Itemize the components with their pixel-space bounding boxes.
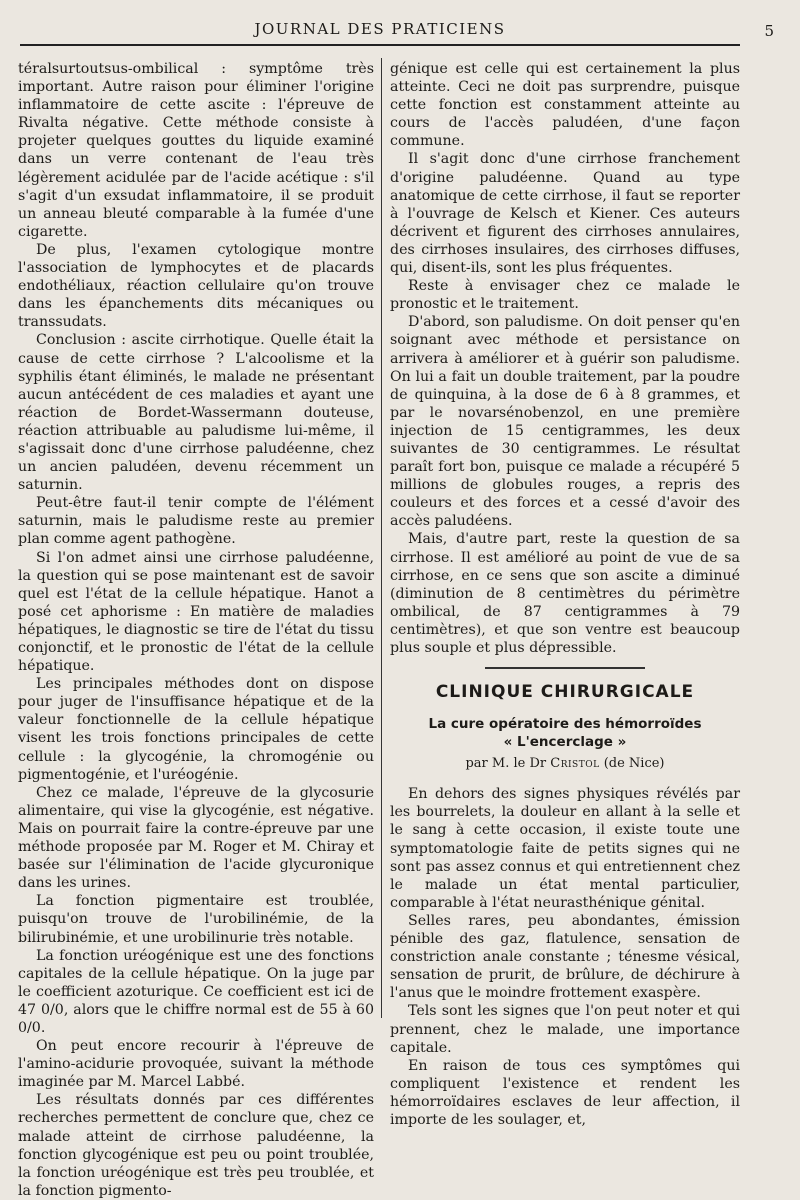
author-name: Cristol — [550, 756, 600, 772]
byline-suffix: (de Nice) — [603, 756, 665, 772]
page-header — [20, 20, 774, 42]
journal-title: JOURNAL DES PRATICIENS — [254, 20, 506, 38]
byline-prefix: par M. le Dr — [465, 756, 547, 772]
paragraph: Les principales méthodes dont on dispose pour juger de l'insuffisance hépatique et de la valeur fonctionnelle de la cellule hépatique visent les trois fonctions principales de cette cellule : la glycogénie, la chromogénie ou pigmentogénie, et l'uréogénie. — [18, 676, 374, 783]
paragraph: Peut-être faut-il tenir compte de l'élément saturnin, mais le paludisme reste au premier plan comme agent pathogène. — [18, 495, 374, 548]
section-separator — [485, 667, 645, 669]
paragraph: Tels sont les signes que l'on peut noter et qui prennent, chez le malade, une importance capitale. — [390, 1003, 740, 1056]
paragraph: En raison de tous ces symptômes qui compliquent l'existence et rendent les hémorroïdaires esclaves de leur affection, il importe de les soulager, et, — [390, 1057, 740, 1128]
paragraph: La fonction pigmentaire est troublée, puisqu'on trouve de l'urobilinémie, de la bilirubinémie, et une urobilinurie très notable. — [18, 893, 374, 946]
paragraph: génique est celle qui est certainement la plus atteinte. Ceci ne doit pas surprendre, puisque cette fonction est constamment atteinte au cours de l'accès paludéen, d'une façon commune. — [390, 61, 740, 150]
paragraph: En dehors des signes physiques révélés par les bourrelets, la douleur en allant à la selle et le sang à cette occasion, il existe toute une symptomatologie faite de petits signes qui ne sont pas assez connus et qui entretiennent chez le malade un état mental particulier, comparable à l'état neurasthénique génital. — [390, 786, 740, 911]
paragraph: Les résultats donnés par ces différentes recherches permettent de conclure que, chez ce malade atteint de cirrhose paludéenne, la fonction glycogénique est peu ou point troublée, la fonction uréogénique est très peu troublée, et la fonction pigmento- — [18, 1092, 374, 1199]
paragraph: De plus, l'examen cytologique montre l'association de lymphocytes et de placards endothéliaux, réaction cellulaire qu'on trouve dans les épanchements dits mécaniques ou transsudats. — [18, 241, 374, 331]
column-divider — [381, 58, 382, 1018]
paragraph: La fonction uréogénique est une des fonctions capitales de la cellule hépatique. On la juge par le coefficient azoturique. Ce coefficient est ici de 47 0/0, alors que le chiffre normal est de 55 à 60 0/0. — [18, 947, 374, 1036]
paragraph: D'abord, son paludisme. On doit penser qu'en soignant avec méthode et persistance on arrivera à améliorer et à guérir son paludisme. On lui a fait un double traitement, par la poudre de quinquina, à la dose de 6 à 8 grammes, et par le novarsénobenzol, en une première injection de 15 centigrammes, les deux suivantes de 30 centigrammes. Le résultat paraît fort bon, puisque ce malade a récupéré 5 millions de globules rouges, a repris des couleurs et des forces et a cessé d'avoir des accès paludéens. — [390, 314, 740, 530]
paragraph: Reste à envisager chez ce malade le pronostic et le traitement. — [390, 278, 740, 313]
article-title: La cure opératoire des hémorroïdes — [428, 716, 702, 733]
header-rule — [20, 44, 740, 46]
right-column — [390, 60, 740, 1129]
paragraph: On peut encore recourir à l'épreuve de l'amino-acidurie provoquée, suivant la méthode imaginée par M. Marcel Labbé. — [18, 1038, 374, 1091]
paragraph: Il s'agit donc d'une cirrhose franchement d'origine paludéenne. Quand au type anatomique de cette cirrhose, il faut se reporter à l'ouvrage de Kelsch et Kiener. Ces auteurs décrivent et figurent des cirrhoses annulaires, des cirrhoses insulaires, des cirrhoses diffuses, qui, disent-ils, sont les plus fréquentes. — [390, 151, 740, 277]
paragraph: Chez ce malade, l'épreuve de la glycosurie alimentaire, qui vise la glycogénie, est négative. Mais on pourrait faire la contre-épreuve par une méthode proposée par M. Roger et M. Chiray et basée sur l'élimination de l'acide glycuronique dans les urines. — [18, 784, 374, 892]
paragraph: téralsurtoutsus-ombilical : symptôme très important. Autre raison pour éliminer l'origine inflammatoire de cette ascite : l'épreuve de Rivalta négative. Cette méthode consiste à projeter quelques gouttes du liquide examiné dans un verre contenant de l'eau très légèrement acidulée par de l'acide acétique : s'il s'agit d'un exsudat inflammatoire, il se produit un anneau bleuté comparable à la fumée d'une cigarette. — [18, 61, 374, 240]
paragraph: Selles rares, peu abondantes, émission pénible des gaz, flatulence, sensation de constriction anale constante ; ténesme vésical, sensation de prurit, de brûlure, de déchirure à l'anus que le moindre frottement exaspère. — [390, 912, 740, 1002]
section-title: CLINIQUE CHIRURGICALE — [435, 682, 695, 703]
page-number: 5 — [764, 22, 774, 40]
left-column — [18, 60, 374, 1200]
byline — [390, 755, 740, 773]
paragraph: Conclusion : ascite cirrhotique. Quelle était la cause de cette cirrhose ? L'alcoolisme et la syphilis étant éliminés, le malade ne présentant aucun antécédent de ces maladies et ayant une réaction de Bordet-Wassermann douteuse, réaction attribuable au paludisme lui-même, il s'agissait donc d'une cirrhose paludéenne, chez un ancien paludéen, devenu récemment un saturnin. — [18, 332, 374, 494]
paragraph: Mais, d'autre part, reste la question de sa cirrhose. Il est amélioré au point de vue de sa cirrhose, en ce sens que son ascite a diminué (diminution de 8 centimètres du périmètre ombilical, de 87 centigrammes à 79 centimètres), et que son ventre est beaucoup plus souple et plus dépressible. — [390, 531, 740, 656]
article-subtitle: « L'encerclage » — [503, 734, 627, 751]
paragraph: Si l'on admet ainsi une cirrhose paludéenne, la question qui se pose maintenant est de savoir quel est l'état de la cellule hépatique. Hanot a posé cet aphorisme : En matière de maladies hépatiques, le diagnostic se tire de l'état du tissu conjonctif, et le pronostic de l'état de la cellule hépatique. — [18, 549, 374, 675]
